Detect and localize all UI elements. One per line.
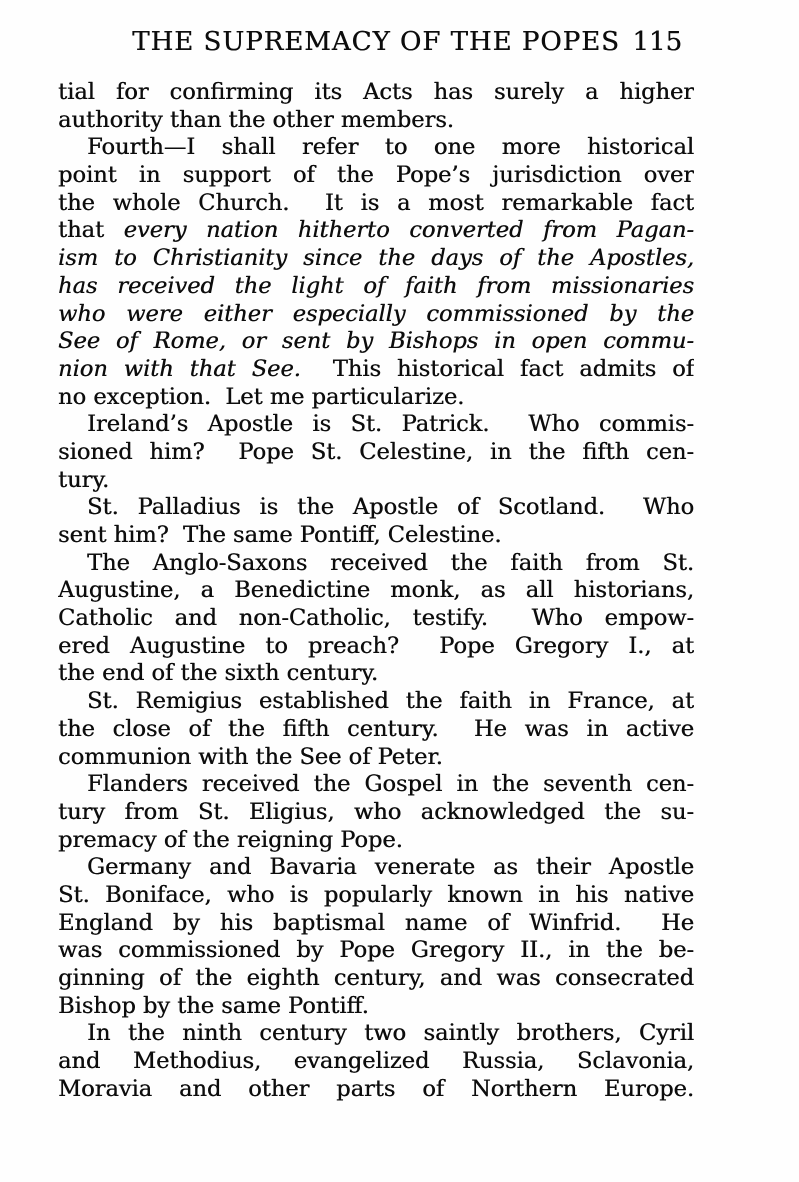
text-line — [58, 965, 694, 993]
text-line — [58, 1076, 694, 1104]
text-line — [58, 301, 694, 329]
text-segment: point in support of the Pope’s jurisdiction over — [58, 162, 694, 189]
text-segment: The Anglo-Saxons received the faith from St. — [87, 549, 694, 576]
text-line — [58, 328, 694, 356]
text-segment: tial for confirming its Acts has surely a higher — [58, 79, 694, 105]
page-title: THE SUPREMACY OF THE POPES — [132, 27, 620, 57]
text-line — [58, 107, 694, 135]
text-segment: authority than the other members. — [58, 106, 454, 133]
text-line — [58, 134, 694, 162]
text-segment: premacy of the reigning Pope. — [58, 826, 403, 853]
text-line — [58, 162, 694, 190]
text-segment: no exception. Let me particularize. — [58, 383, 465, 410]
text-line — [58, 217, 694, 245]
text-segment: St. Palladius is the Apostle of Scotland. Who — [87, 494, 694, 521]
text-line — [58, 439, 694, 467]
text-segment: St. Remigius established the faith in France, at — [87, 688, 694, 715]
text-line — [58, 384, 694, 412]
text-line — [58, 937, 694, 965]
text-line — [58, 522, 694, 550]
text-line — [58, 771, 694, 799]
text-line — [58, 273, 694, 301]
text-segment: Moravia and other parts of Northern Europe. — [58, 1075, 694, 1102]
text-line — [58, 716, 694, 744]
text-segment: sent him? The same Pontiff, Celestine. — [58, 522, 502, 548]
text-segment: Augustine, a Benedictine monk, as all historians, — [58, 577, 694, 604]
text-line — [58, 79, 694, 107]
text-segment: Bishop by the same Pontiff. — [58, 992, 369, 1019]
text-line — [58, 605, 694, 633]
text-segment: sioned him? Pope St. Celestine, in the fifth cen- — [58, 438, 694, 465]
text-segment: Ireland’s Apostle is St. Patrick. Who commis- — [87, 411, 694, 438]
page-number: 115 — [632, 27, 682, 57]
italic-text-segment: every nation hitherto converted from Pagan- — [123, 217, 694, 244]
text-line — [58, 1020, 694, 1048]
text-segment: tury from St. Eligius, who acknowledged the su- — [58, 798, 694, 825]
text-line — [58, 494, 694, 522]
text-segment: ered Augustine to preach? Pope Gregory I., at — [58, 632, 694, 659]
text-segment: Catholic and non-Catholic, testify. Who empow- — [58, 605, 694, 632]
text-line — [58, 550, 694, 578]
text-segment: Flanders received the Gospel in the seventh cen- — [87, 771, 694, 798]
text-segment: This historical fact admits of — [300, 355, 694, 382]
text-line — [58, 411, 694, 439]
text-line — [58, 744, 694, 772]
text-line — [58, 356, 694, 384]
text-line — [58, 799, 694, 827]
italic-text-segment: See of Rome, or sent by Bishops in open commu- — [58, 328, 694, 355]
italic-text-segment: nion with that See. — [58, 355, 301, 382]
text-line — [58, 190, 694, 218]
text-line — [58, 910, 694, 938]
body-lines — [58, 79, 694, 1103]
text-segment: the end of the sixth century. — [58, 660, 379, 687]
text-line — [58, 882, 694, 910]
text-line — [58, 633, 694, 661]
running-header — [58, 27, 694, 57]
text-segment: was commissioned by Pope Gregory II., in the be- — [58, 937, 694, 964]
text-segment: Fourth—I shall refer to one more historical — [87, 134, 694, 161]
text-line — [58, 688, 694, 716]
text-segment: communion with the See of Peter. — [58, 743, 443, 770]
italic-text-segment: who were either especially commissioned by the — [58, 300, 694, 327]
text-segment: ginning of the eighth century, and was consecrated — [58, 965, 694, 991]
text-segment: tury. — [58, 466, 110, 493]
text-line — [58, 827, 694, 855]
text-line — [58, 854, 694, 882]
text-segment: and Methodius, evangelized Russia, Sclavonia, — [58, 1048, 694, 1075]
text-segment: that — [58, 217, 124, 244]
text-line — [58, 245, 694, 273]
italic-text-segment: ism to Christianity since the days of the Apostles, — [58, 245, 694, 272]
text-line — [58, 660, 694, 688]
text-line — [58, 577, 694, 605]
text-segment: England by his baptismal name of Winfrid. He — [58, 909, 694, 936]
text-segment: St. Boniface, who is popularly known in his native — [58, 881, 694, 908]
text-segment: the close of the fifth century. He was in active — [58, 715, 694, 742]
italic-text-segment: has received the light of faith from missionaries — [58, 272, 694, 299]
text-line — [58, 1048, 694, 1076]
text-line — [58, 993, 694, 1021]
text-segment: the whole Church. It is a most remarkable fact — [58, 189, 694, 216]
text-segment: Germany and Bavaria venerate as their Apostle — [87, 854, 694, 881]
text-segment: In the ninth century two saintly brothers, Cyril — [87, 1020, 694, 1047]
text-line — [58, 467, 694, 495]
